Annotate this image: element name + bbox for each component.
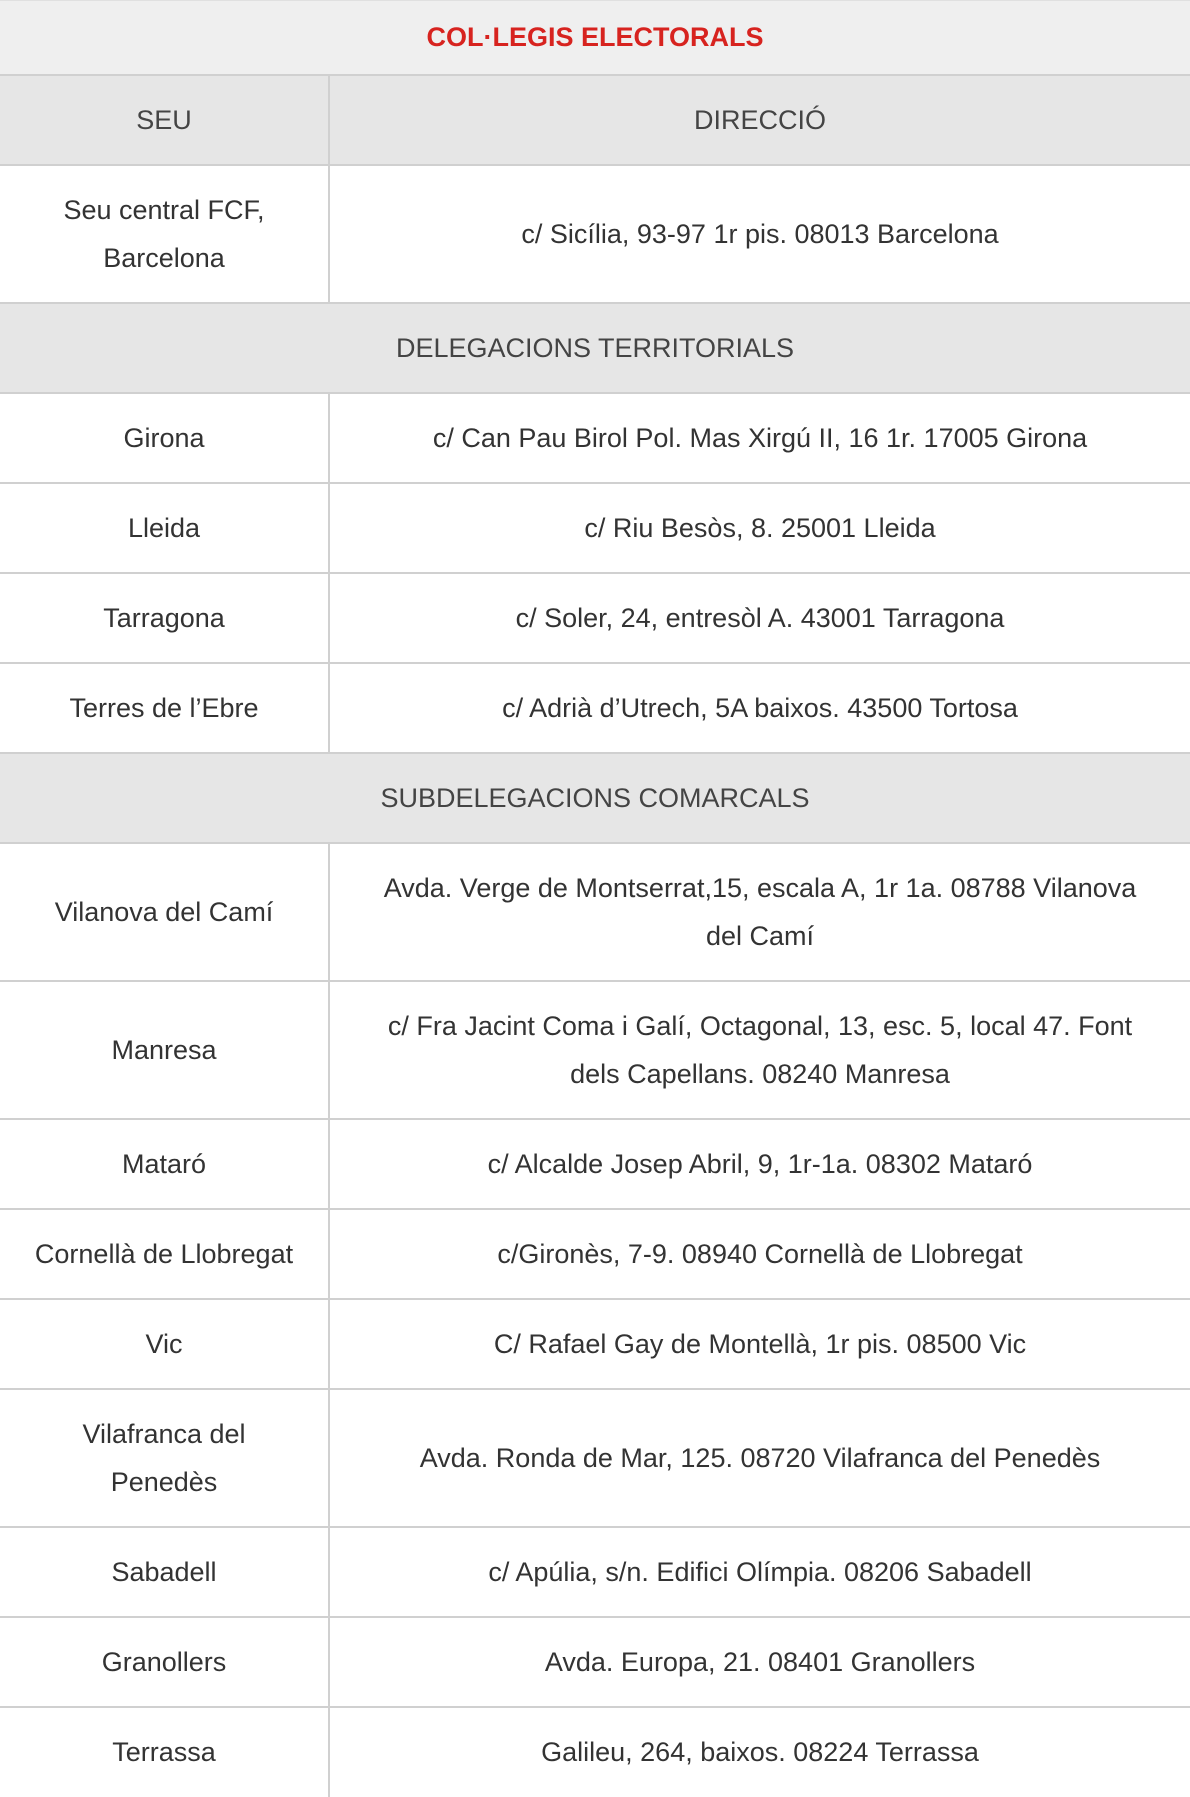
seu-cell: Sabadell	[0, 1527, 329, 1617]
seu-cell: Mataró	[0, 1119, 329, 1209]
table-row	[0, 1527, 1190, 1617]
seu-cell: Tarragona	[0, 573, 329, 663]
table-row	[0, 843, 1190, 981]
direccio-cell: Galileu, 264, baixos. 08224 Terrassa	[329, 1707, 1190, 1797]
direccio-cell: c/Gironès, 7-9. 08940 Cornellà de Llobregat	[329, 1209, 1190, 1299]
section-header-subdelegacions: SUBDELEGACIONS COMARCALS	[0, 753, 1190, 843]
direccio-cell: Avda. Ronda de Mar, 125. 08720 Vilafranca del Penedès	[329, 1389, 1190, 1527]
table-row	[0, 1617, 1190, 1707]
direccio-cell: c/ Soler, 24, entresòl A. 43001 Tarragona	[329, 573, 1190, 663]
table-row	[0, 1209, 1190, 1299]
direccio-cell: Avda. Verge de Montserrat,15, escala A, 1r 1a. 08788 Vilanova del Camí	[329, 843, 1190, 981]
column-header-seu: SEU	[0, 75, 329, 165]
direccio-cell: c/ Riu Besòs, 8. 25001 Lleida	[329, 483, 1190, 573]
seu-cell: Lleida	[0, 483, 329, 573]
table-row	[0, 981, 1190, 1119]
table-row	[0, 1119, 1190, 1209]
table-row	[0, 483, 1190, 573]
direccio-cell: Avda. Europa, 21. 08401 Granollers	[329, 1617, 1190, 1707]
seu-cell: Girona	[0, 393, 329, 483]
direccio-cell: c/ Can Pau Birol Pol. Mas Xirgú II, 16 1r. 17005 Girona	[329, 393, 1190, 483]
direccio-cell: c/ Alcalde Josep Abril, 9, 1r-1a. 08302 Mataró	[329, 1119, 1190, 1209]
seu-cell: Cornellà de Llobregat	[0, 1209, 329, 1299]
column-header-direccio: DIRECCIÓ	[329, 75, 1190, 165]
seu-cell: Terrassa	[0, 1707, 329, 1797]
seu-cell: Seu central FCF, Barcelona	[0, 165, 329, 303]
direccio-cell: c/ Sicília, 93-97 1r pis. 08013 Barcelona	[329, 165, 1190, 303]
table-title: COL·LEGIS ELECTORALS	[0, 1, 1190, 75]
table-title-row	[0, 1, 1190, 75]
section-header-row	[0, 753, 1190, 843]
table-row	[0, 1299, 1190, 1389]
seu-cell: Vic	[0, 1299, 329, 1389]
direccio-cell: C/ Rafael Gay de Montellà, 1r pis. 08500 Vic	[329, 1299, 1190, 1389]
section-header-delegacions: DELEGACIONS TERRITORIALS	[0, 303, 1190, 393]
seu-cell: Terres de l’Ebre	[0, 663, 329, 753]
direccio-cell: c/ Adrià d’Utrech, 5A baixos. 43500 Tortosa	[329, 663, 1190, 753]
table-row	[0, 165, 1190, 303]
direccio-cell: c/ Apúlia, s/n. Edifici Olímpia. 08206 Sabadell	[329, 1527, 1190, 1617]
table-row	[0, 1389, 1190, 1527]
column-header-row	[0, 75, 1190, 165]
seu-cell: Manresa	[0, 981, 329, 1119]
table-row	[0, 1707, 1190, 1797]
seu-cell: Vilafranca del Penedès	[0, 1389, 329, 1527]
section-header-row	[0, 303, 1190, 393]
table-row	[0, 573, 1190, 663]
seu-cell: Vilanova del Camí	[0, 843, 329, 981]
direccio-cell: c/ Fra Jacint Coma i Galí, Octagonal, 13, esc. 5, local 47. Font dels Capellans. 08240 Manresa	[329, 981, 1190, 1119]
table-row	[0, 663, 1190, 753]
table-row	[0, 393, 1190, 483]
seu-cell: Granollers	[0, 1617, 329, 1707]
